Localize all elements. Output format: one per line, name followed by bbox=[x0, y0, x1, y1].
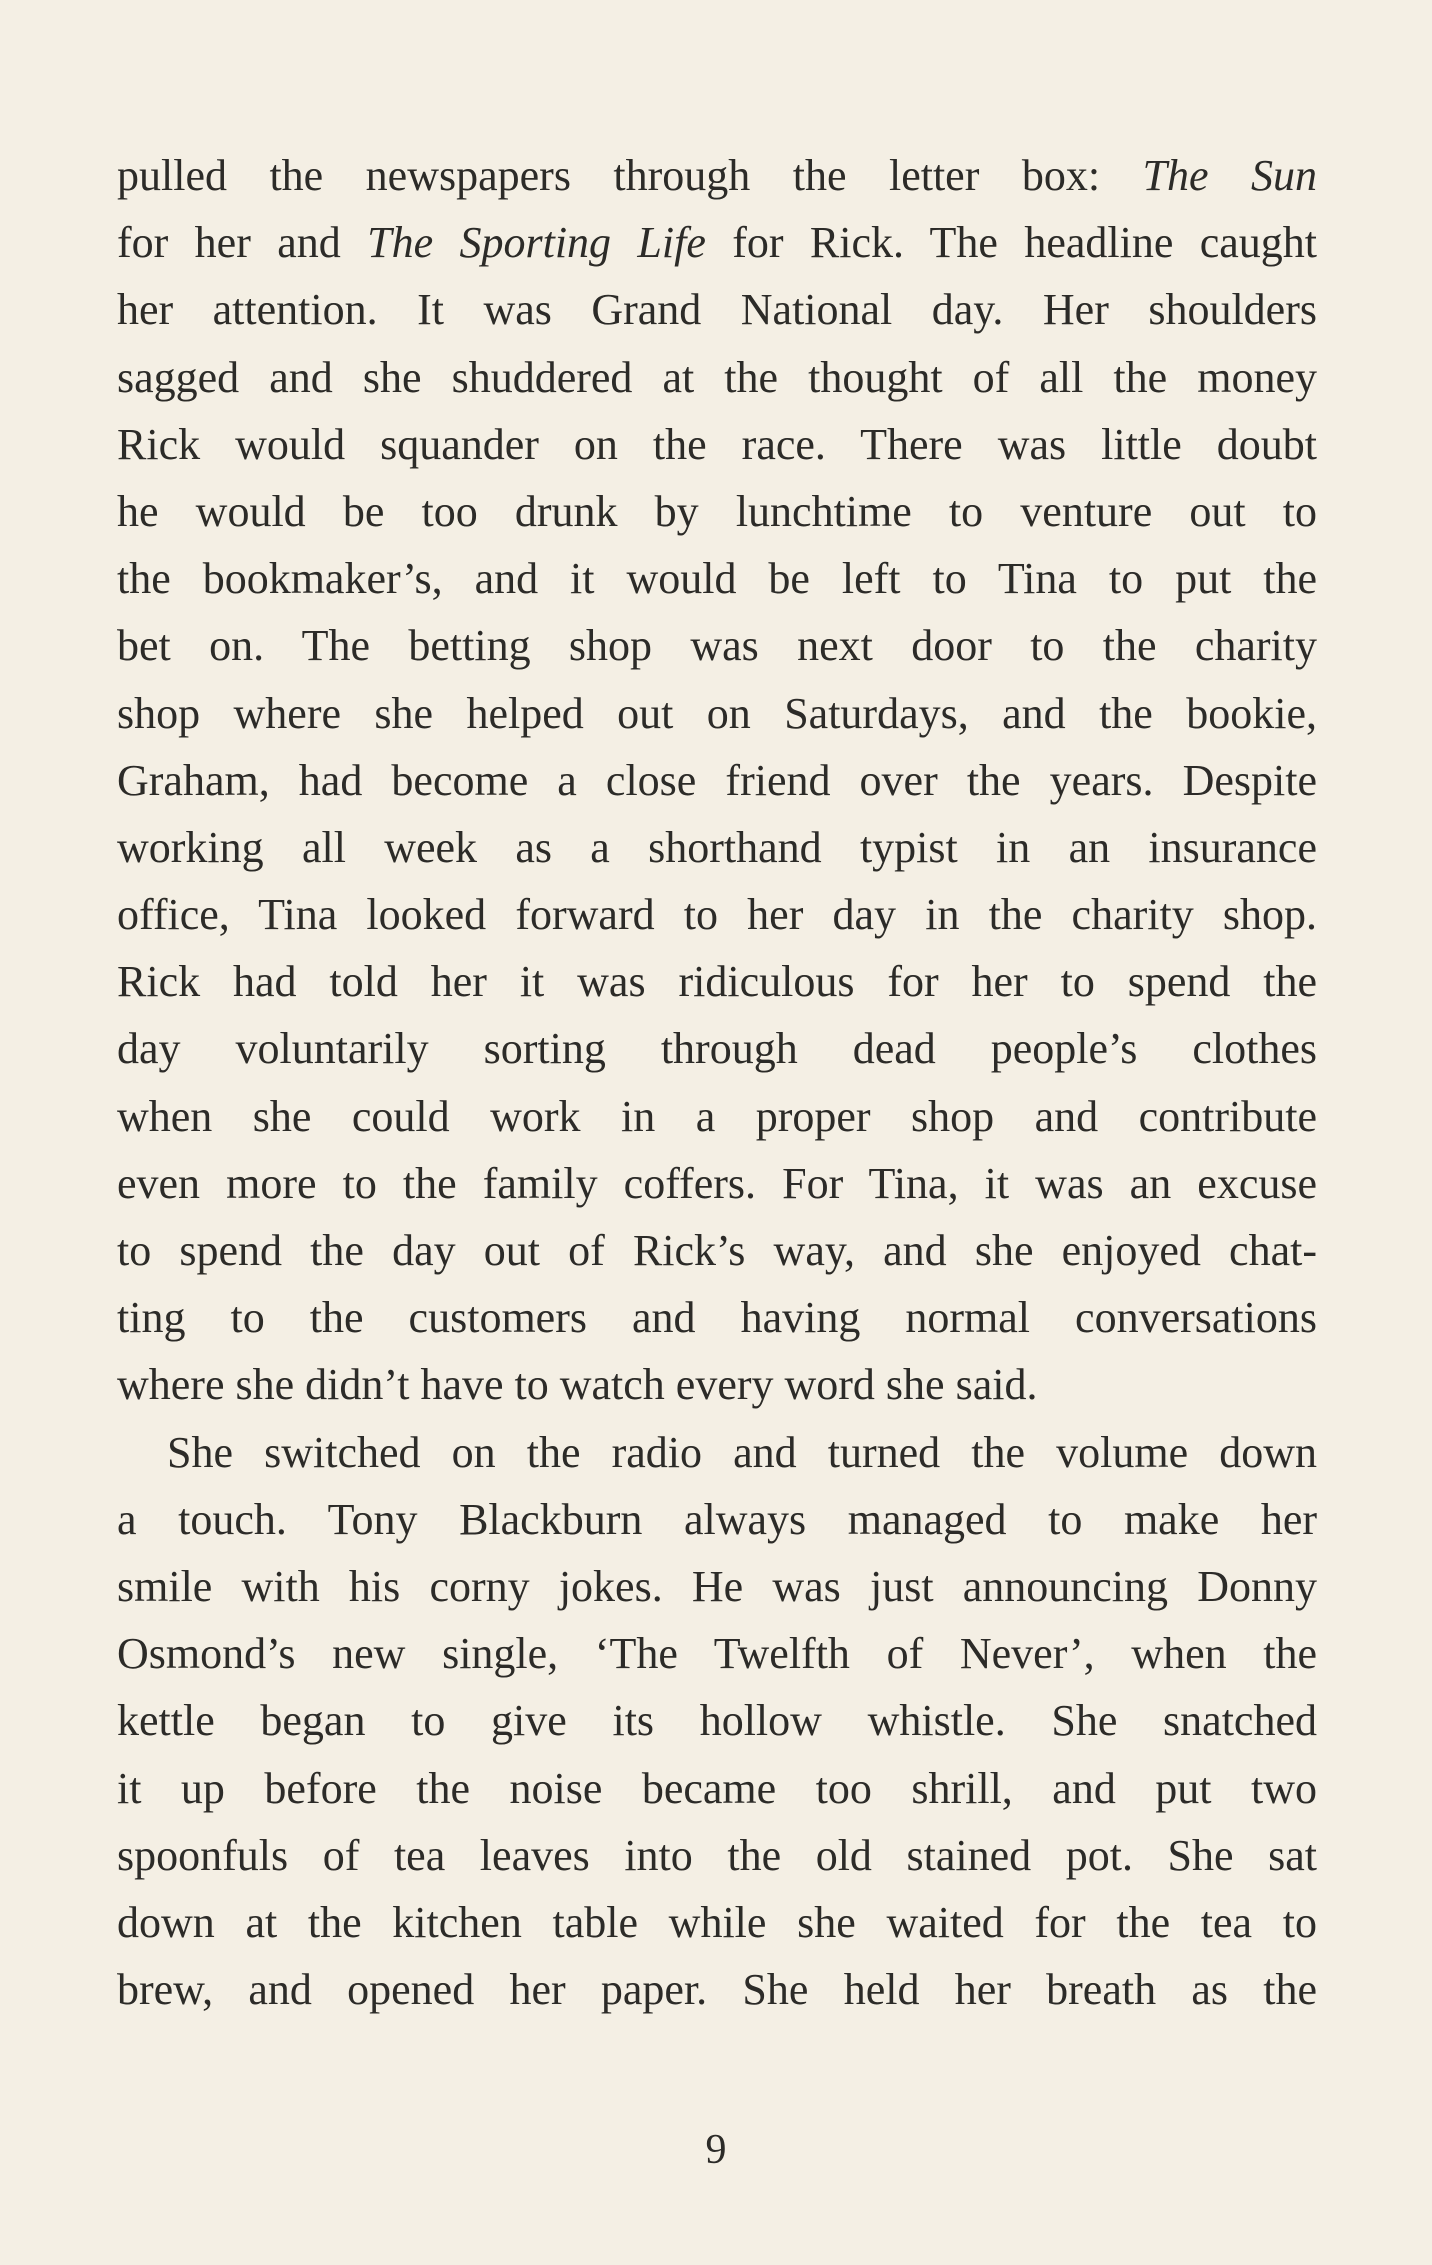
text-line bbox=[117, 1956, 1317, 2023]
text-line bbox=[117, 1687, 1317, 1754]
text-line bbox=[117, 747, 1317, 814]
text-run: to spend the day out of Rick’s way, and she enjoyed chat- bbox=[117, 1226, 1317, 1275]
text-line bbox=[117, 411, 1317, 478]
text-run: the bookmaker’s, and it would be left to Tina to put the bbox=[117, 554, 1317, 604]
text-run: down at the kitchen table while she waited for the tea to bbox=[117, 1897, 1317, 1947]
text-run: ting to the customers and having normal conversations bbox=[117, 1293, 1317, 1343]
text-run: Rick had told her it was ridiculous for her to spend the bbox=[117, 957, 1317, 1007]
text-line bbox=[117, 1015, 1317, 1082]
text-run: it up before the noise became too shrill, and put two bbox=[117, 1763, 1317, 1813]
text-run: even more to the family coffers. For Tina, it was an excuse bbox=[117, 1158, 1317, 1208]
text-line bbox=[117, 881, 1317, 948]
text-run: Graham, had become a close friend over the years. Despite bbox=[117, 755, 1317, 805]
text-run: Rick would squander on the race. There was little doubt bbox=[117, 419, 1317, 469]
text-line bbox=[117, 814, 1317, 881]
text-line bbox=[117, 612, 1317, 679]
text-line bbox=[117, 1620, 1317, 1687]
text-run: where she didn’t have to watch every word she said. bbox=[117, 1360, 1038, 1410]
text-line bbox=[117, 209, 1317, 276]
paragraph bbox=[117, 142, 1317, 1419]
italic-title: The Sporting Life bbox=[367, 218, 706, 268]
text-run: smile with his corny jokes. He was just announcing Donny bbox=[117, 1561, 1317, 1611]
text-line bbox=[117, 1284, 1317, 1351]
text-line bbox=[117, 1822, 1317, 1889]
text-run: when she could work in a proper shop and contribute bbox=[117, 1091, 1317, 1141]
text-run: office, Tina looked forward to her day in the charity shop. bbox=[117, 890, 1317, 940]
page-number: 9 bbox=[705, 2127, 727, 2173]
text-run: kettle began to give its hollow whistle. She snatched bbox=[117, 1696, 1317, 1746]
text-run: Osmond’s new single, ‘The Twelfth of Never’, when the bbox=[117, 1629, 1317, 1679]
body-text bbox=[117, 142, 1317, 2023]
text-run: for Rick. The headline caught bbox=[705, 218, 1318, 268]
text-line bbox=[117, 1553, 1317, 1620]
text-line bbox=[117, 680, 1317, 747]
text-line bbox=[117, 1217, 1317, 1284]
text-run: working all week as a shorthand typist in an insurance bbox=[117, 822, 1317, 872]
text-line bbox=[117, 344, 1317, 411]
text-line bbox=[117, 1150, 1317, 1217]
text-run: her attention. It was Grand National day. Her shoulders bbox=[117, 285, 1317, 335]
text-run: a touch. Tony Blackburn always managed to make her bbox=[117, 1494, 1317, 1544]
text-run: pulled the newspapers through the letter box: bbox=[117, 151, 1143, 200]
text-line bbox=[117, 948, 1317, 1015]
text-line bbox=[117, 1351, 1317, 1418]
text-line bbox=[117, 142, 1317, 209]
text-run: spoonfuls of tea leaves into the old stained pot. She sat bbox=[117, 1830, 1317, 1880]
text-run: brew, and opened her paper. She held her breath as the bbox=[117, 1965, 1317, 2015]
text-run: day voluntarily sorting through dead people’s clothes bbox=[117, 1024, 1317, 1074]
paragraph bbox=[117, 1419, 1317, 2024]
text-run: he would be too drunk by lunchtime to venture out to bbox=[117, 486, 1317, 536]
text-line bbox=[117, 276, 1317, 343]
text-run: She switched on the radio and turned the volume down bbox=[167, 1427, 1317, 1477]
text-line bbox=[117, 1486, 1317, 1553]
text-run: sagged and she shuddered at the thought of all the money bbox=[117, 352, 1317, 402]
text-run: for her and bbox=[117, 218, 368, 268]
text-run: bet on. The betting shop was next door to the charity bbox=[117, 621, 1317, 671]
text-line bbox=[117, 478, 1317, 545]
text-line bbox=[117, 1889, 1317, 1956]
text-line bbox=[117, 1419, 1317, 1486]
text-line bbox=[117, 1083, 1317, 1150]
text-line bbox=[117, 1755, 1317, 1822]
text-line bbox=[117, 545, 1317, 612]
text-run: shop where she helped out on Saturdays, and the bookie, bbox=[117, 688, 1317, 738]
italic-title: The Sun bbox=[1142, 151, 1318, 200]
